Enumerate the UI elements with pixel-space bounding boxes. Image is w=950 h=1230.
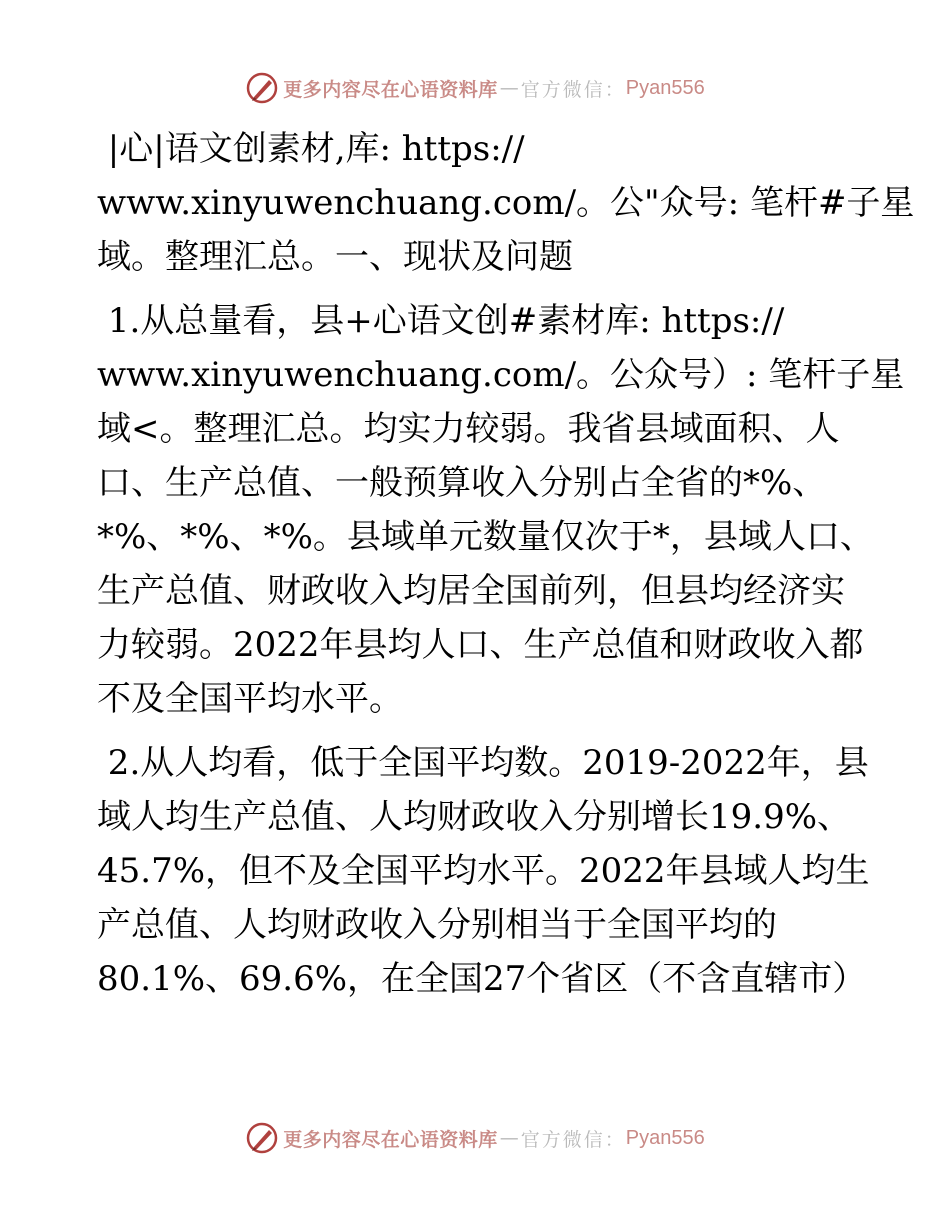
paragraph-1 (97, 122, 915, 284)
text-line: 生产总值、财政收入均居全国前列，但县均经济实 (97, 571, 845, 611)
text-line: 不及全国平均水平。 (97, 679, 403, 719)
banner-dash: — (499, 1127, 519, 1149)
pen-logo-icon (245, 1121, 279, 1155)
banner-wechat-id: Pyan556 (625, 76, 705, 99)
banner-text: 更多内容尽在心语资料库 (283, 1128, 498, 1151)
text-line: 力较弱。2022年县均人口、生产总值和财政收入都 (97, 625, 864, 665)
text-line: *%、*%、*%。县域单元数量仅次于*，县域人口、 (97, 517, 874, 557)
header-banner (0, 68, 950, 108)
banner-label: 官方微信： (520, 78, 626, 101)
text-line: www.xinyuwenchuang.com/。公众号）: 笔杆子星 (97, 355, 905, 395)
paragraph-2 (97, 294, 905, 726)
footer-banner (0, 1118, 950, 1158)
banner-label: 官方微信： (520, 1128, 626, 1151)
text-line: 80.1%、69.6%，在全国27个省区（不含直辖市） (97, 959, 867, 999)
paragraph-3 (97, 736, 870, 1006)
text-line: 域<。整理汇总。均实力较弱。我省县域面积、人 (97, 409, 840, 449)
text-line: 1.从总量看，县+心语文创#素材库: https:// (97, 301, 785, 341)
text-line: 口、生产总值、一般预算收入分别占全省的*%、 (97, 463, 827, 503)
text-line: |心|语文创素材,库: https:// (97, 129, 525, 169)
banner-dash: — (499, 77, 519, 99)
banner-wechat-id: Pyan556 (625, 1126, 705, 1149)
text-line: 45.7%，但不及全国平均水平。2022年县域人均生 (97, 851, 870, 891)
text-line: 域人均生产总值、人均财政收入分别增长19.9%、 (97, 797, 852, 837)
document-body (97, 122, 915, 1006)
text-line: 域。整理汇总。一、现状及问题 (97, 237, 573, 277)
banner-text: 更多内容尽在心语资料库 (283, 78, 498, 101)
pen-logo-icon (245, 71, 279, 105)
text-line: 产总值、人均财政收入分别相当于全国平均的 (97, 905, 777, 945)
text-line: 2.从人均看，低于全国平均数。2019-2022年，县 (97, 743, 869, 783)
text-line: www.xinyuwenchuang.com/。公"众号: 笔杆#子星 (97, 183, 915, 223)
